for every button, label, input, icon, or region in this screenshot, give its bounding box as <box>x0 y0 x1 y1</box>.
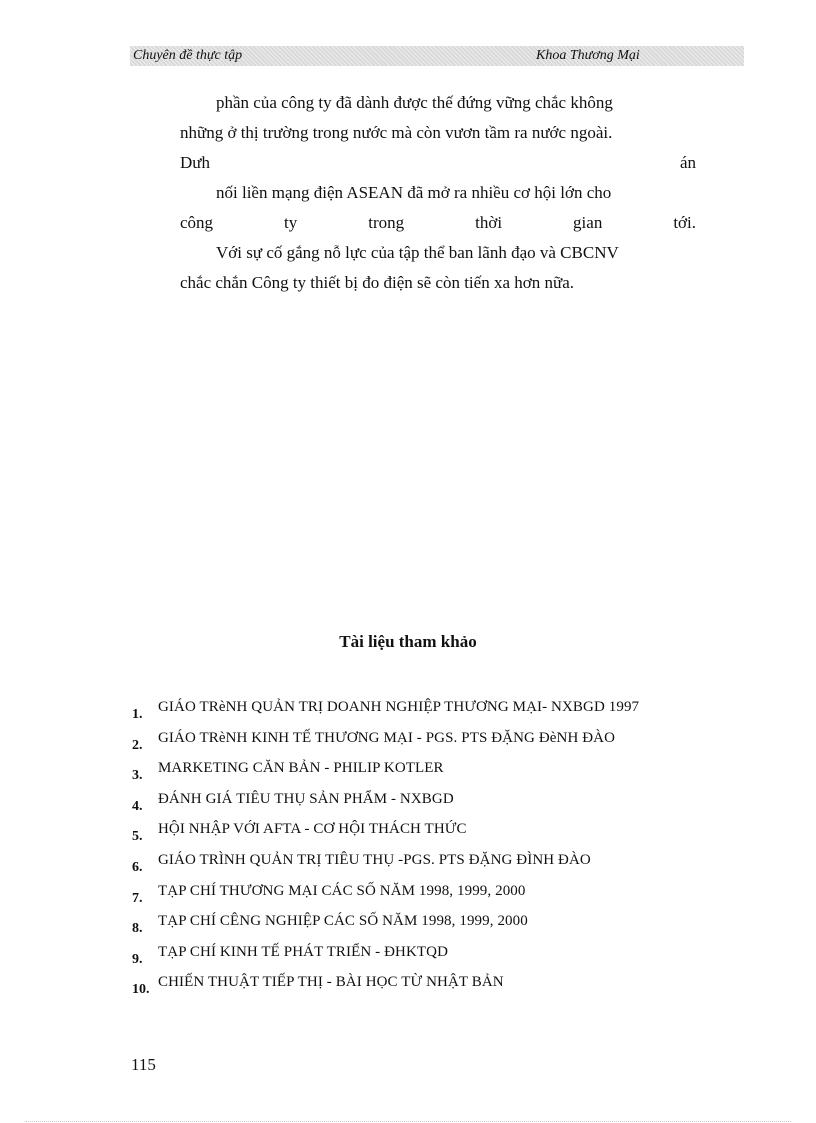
reference-item <box>130 726 750 757</box>
footer-divider <box>25 1121 791 1122</box>
reference-text: GIÁO TRèNH KINH TẾ THƯƠNG MẠI - PGS. PTS ĐẶNG ĐèNH ĐÀO <box>158 729 616 746</box>
body-line <box>180 208 696 238</box>
reference-text: GIÁO TRÌNH QUẢN TRỊ TIÊU THỤ -PGS. PTS ĐẶNG ĐÌNH ĐÀO <box>158 851 591 868</box>
reference-number: 3. <box>132 768 143 784</box>
body-line-text: Với sự cố gắng nỗ lực của tập thể ban lãnh đạo và CBCNV <box>216 243 619 262</box>
word: ty <box>284 213 298 232</box>
reference-number: 9. <box>132 951 143 967</box>
reference-number: 6. <box>132 859 143 875</box>
body-line-text: chắc chắn Công ty thiết bị đo điện sẽ còn tiến xa hơn nữa. <box>180 273 574 292</box>
word: trong <box>368 213 405 232</box>
reference-number: 7. <box>132 890 143 906</box>
header-left-text: Chuyên đề thực tập <box>133 48 243 63</box>
word: công <box>180 213 214 232</box>
reference-item <box>130 817 750 848</box>
body-line <box>180 118 696 148</box>
references-title: Tài liệu tham khảo <box>339 632 477 651</box>
body-paragraphs <box>180 88 696 298</box>
header-right-text: Khoa Thương Mại <box>536 48 640 63</box>
reference-item <box>130 879 750 910</box>
body-line <box>180 178 696 208</box>
body-line <box>180 88 696 118</box>
reference-number: 5. <box>132 829 143 845</box>
reference-text: TẠP CHÍ KINH TẾ PHÁT TRIỂN - ĐHKTQD <box>158 943 449 960</box>
body-line-text: án <box>679 153 696 172</box>
reference-text: TẠP CHÍ CÊNG NGHIỆP CÁC SỐ NĂM 1998, 1999, 2000 <box>158 913 528 930</box>
word: tới. <box>673 213 696 232</box>
reference-number: 8. <box>132 921 143 937</box>
reference-item <box>130 756 750 787</box>
body-line-text: phần của công ty đã dành được thế đứng vững chắc không <box>216 93 613 112</box>
body-line-text: Dưh <box>180 153 210 172</box>
reference-number: 1. <box>132 707 143 722</box>
page-number: 115 <box>131 1055 156 1074</box>
reference-text: CHIẾN THUẬT TIẾP THỊ - BÀI HỌC TỪ NHẬT BẢN <box>158 974 504 991</box>
body-line-text: những ở thị trường trong nước mà còn vươn tầm ra nước ngoài. <box>180 123 613 142</box>
reference-number: 4. <box>132 798 143 814</box>
reference-item <box>130 695 750 726</box>
reference-item <box>130 970 750 1001</box>
running-header <box>130 46 744 66</box>
reference-text: TẠP CHÍ THƯƠNG MẠI CÁC SỐ NĂM 1998, 1999, 2000 <box>158 882 526 899</box>
reference-text: GIÁO TRèNH QUẢN TRỊ DOANH NGHIỆP THƯƠNG MẠI- NXBGD 1997 <box>158 699 640 715</box>
reference-item <box>130 909 750 940</box>
body-line-text: nối liền mạng điện ASEAN đã mở ra nhiều cơ hội lớn cho <box>216 183 612 202</box>
word: thời <box>475 213 503 232</box>
reference-item <box>130 787 750 818</box>
reference-text: MARKETING CĂN BẢN - PHILIP KOTLER <box>158 760 444 777</box>
reference-list <box>130 695 750 1001</box>
body-line <box>180 238 696 268</box>
reference-number: 10. <box>132 982 150 998</box>
reference-number: 2. <box>132 737 143 753</box>
body-line <box>180 148 696 178</box>
reference-text: HỘI NHẬP VỚI AFTA - CƠ HỘI THÁCH THỨC <box>158 821 467 838</box>
reference-text: ĐÁNH GIÁ TIÊU THỤ SẢN PHẨM - NXBGD <box>158 790 454 807</box>
word: gian <box>573 213 603 232</box>
reference-item <box>130 940 750 971</box>
reference-item <box>130 848 750 879</box>
body-line <box>180 268 696 298</box>
